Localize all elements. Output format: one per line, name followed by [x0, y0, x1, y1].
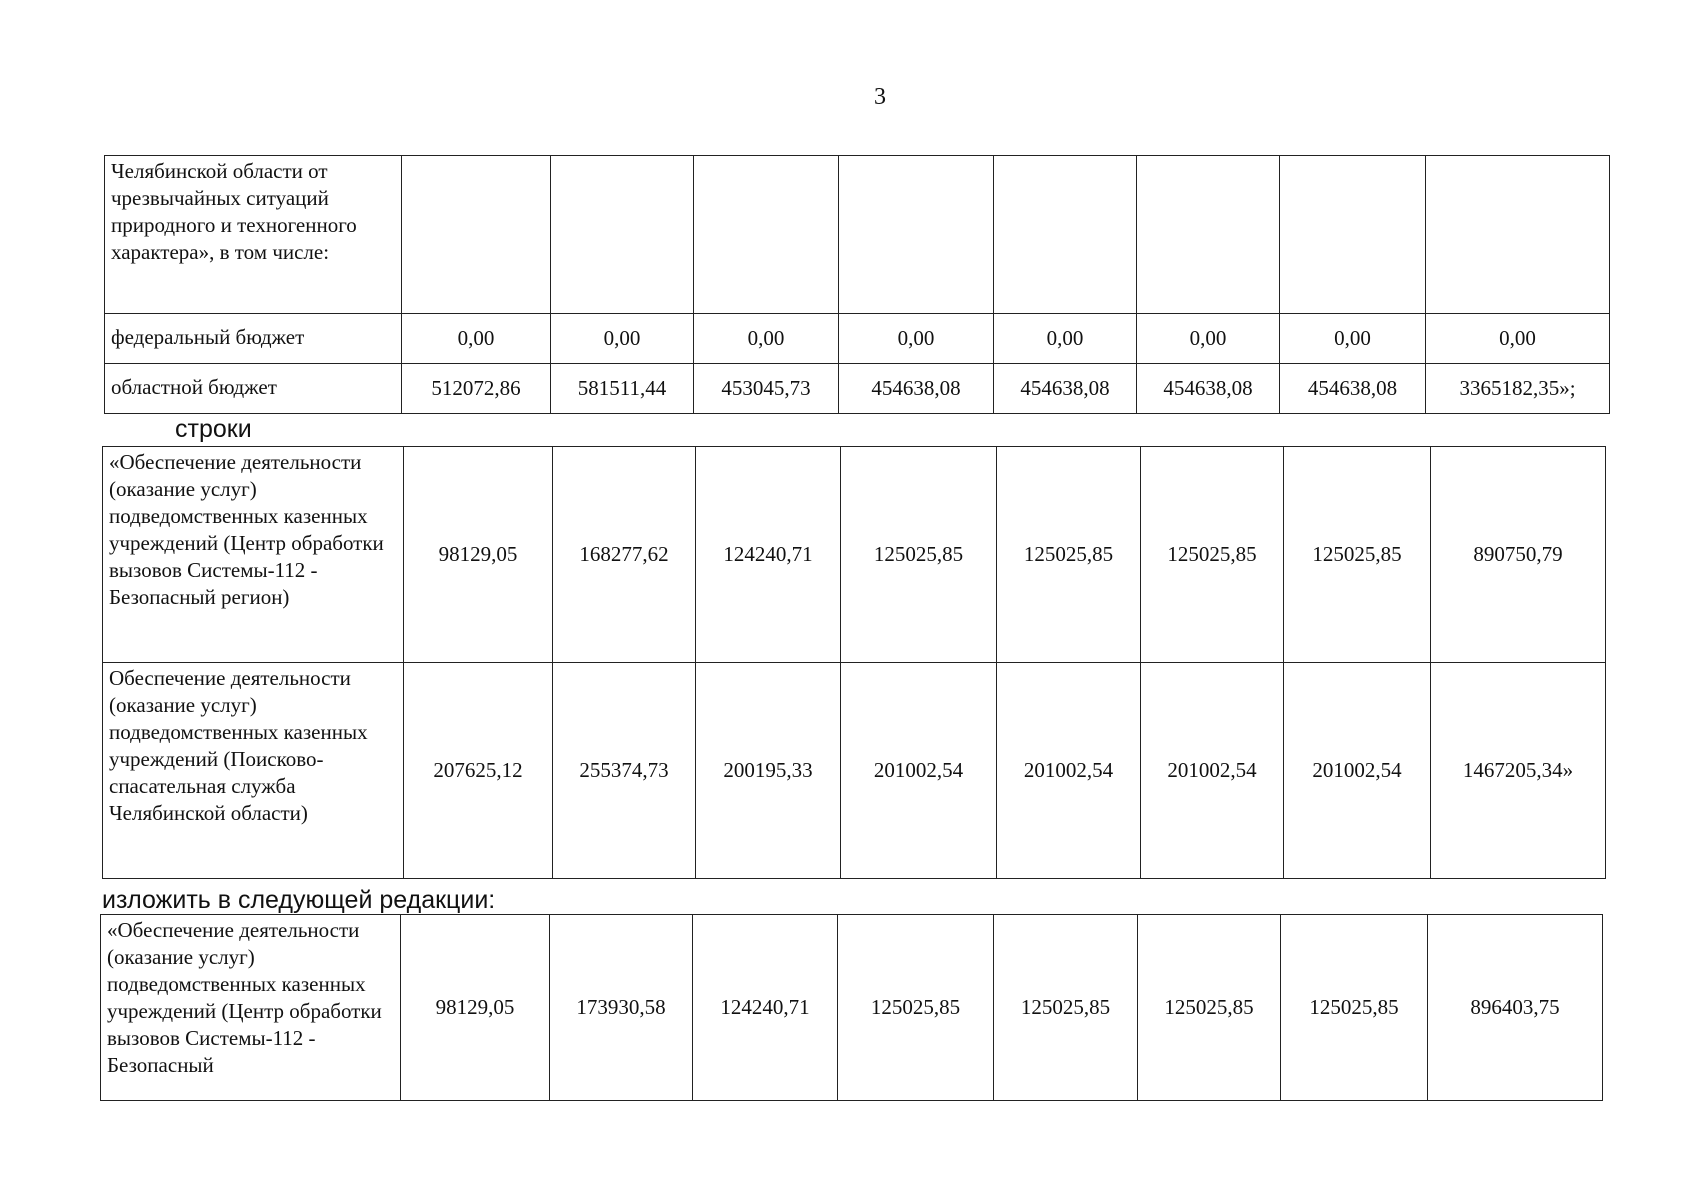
value-cell: 454638,08 [839, 364, 994, 414]
value-cell: 125025,85 [1141, 447, 1284, 663]
value-cell: 454638,08 [1137, 364, 1280, 414]
value-cell: 201002,54 [1284, 663, 1431, 879]
value-cell: 173930,58 [550, 915, 693, 1101]
value-cell: 0,00 [839, 314, 994, 364]
row-label: федеральный бюджет [105, 314, 402, 364]
budget-table-current [104, 155, 1610, 414]
value-cell: 512072,86 [402, 364, 551, 414]
value-cell: 201002,54 [997, 663, 1141, 879]
value-cell: 125025,85 [1138, 915, 1281, 1101]
total-cell: 896403,75 [1428, 915, 1603, 1101]
row-label: областной бюджет [105, 364, 402, 414]
table-row [105, 364, 1610, 414]
row-label: «Обеспечение деятельности (оказание услуг) подведомственных казенных учреждений (Центр обработки вызовов Системы-112 - Безопасный регион) [103, 447, 404, 663]
value-cell: 201002,54 [1141, 663, 1284, 879]
value-cell [1280, 156, 1426, 314]
value-cell [694, 156, 839, 314]
value-cell: 207625,12 [404, 663, 553, 879]
value-cell: 581511,44 [551, 364, 694, 414]
value-cell: 0,00 [551, 314, 694, 364]
total-cell [1426, 156, 1610, 314]
value-cell: 125025,85 [1284, 447, 1431, 663]
budget-table-new-rows [100, 914, 1603, 1101]
value-cell: 124240,71 [693, 915, 838, 1101]
value-cell: 98129,05 [404, 447, 553, 663]
value-cell: 125025,85 [994, 915, 1138, 1101]
value-cell [402, 156, 551, 314]
value-cell [994, 156, 1137, 314]
total-cell: 1467205,34» [1431, 663, 1606, 879]
total-cell: 0,00 [1426, 314, 1610, 364]
table-row [101, 915, 1603, 1101]
value-cell: 0,00 [694, 314, 839, 364]
value-cell: 453045,73 [694, 364, 839, 414]
value-cell: 125025,85 [1281, 915, 1428, 1101]
value-cell: 98129,05 [401, 915, 550, 1101]
value-cell: 0,00 [1280, 314, 1426, 364]
value-cell: 124240,71 [696, 447, 841, 663]
text-rows: строки [175, 415, 252, 443]
table-row [105, 314, 1610, 364]
value-cell: 454638,08 [994, 364, 1137, 414]
value-cell [551, 156, 694, 314]
value-cell: 125025,85 [997, 447, 1141, 663]
value-cell: 255374,73 [553, 663, 696, 879]
value-cell: 0,00 [994, 314, 1137, 364]
value-cell: 0,00 [402, 314, 551, 364]
total-cell: 3365182,35»; [1426, 364, 1610, 414]
value-cell: 454638,08 [1280, 364, 1426, 414]
row-label: Челябинской области от чрезвычайных ситуаций природного и техногенного характера», в том числе: [105, 156, 402, 314]
value-cell [839, 156, 994, 314]
budget-table-old-rows [102, 446, 1606, 879]
row-label: «Обеспечение деятельности (оказание услуг) подведомственных казенных учреждений (Центр обработки вызовов Системы-112 - Безопасный [101, 915, 401, 1101]
value-cell: 0,00 [1137, 314, 1280, 364]
page-number: 3 [874, 84, 886, 110]
table-row [103, 663, 1606, 879]
value-cell: 201002,54 [841, 663, 997, 879]
value-cell [1137, 156, 1280, 314]
text-replace: изложить в следующей редакции: [102, 886, 496, 914]
value-cell: 168277,62 [553, 447, 696, 663]
row-label: Обеспечение деятельности (оказание услуг) подведомственных казенных учреждений (Поисково-спасательная служба Челябинской области) [103, 663, 404, 879]
value-cell: 125025,85 [838, 915, 994, 1101]
table-row [103, 447, 1606, 663]
value-cell: 125025,85 [841, 447, 997, 663]
value-cell: 200195,33 [696, 663, 841, 879]
total-cell: 890750,79 [1431, 447, 1606, 663]
table-row [105, 156, 1610, 314]
